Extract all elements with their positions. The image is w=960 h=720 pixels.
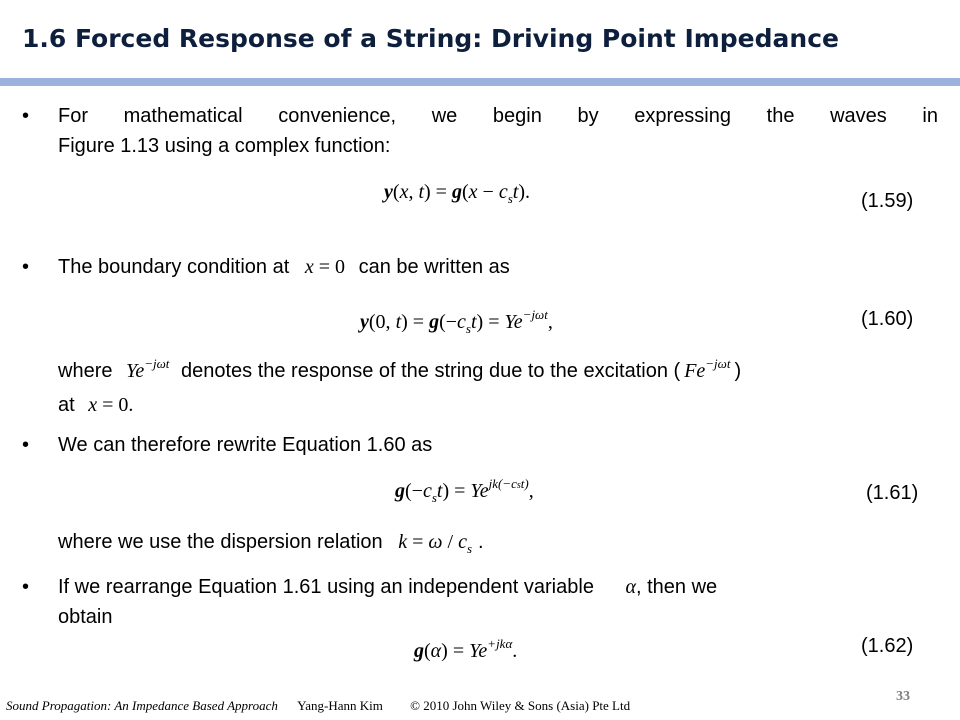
bullet-4-marker: •: [22, 576, 30, 598]
footer-copyright: © 2010 John Wiley & Sons (Asia) Pte Ltd: [410, 698, 631, 713]
where-line-1: [58, 356, 741, 388]
bullet-3-marker: •: [22, 434, 30, 456]
bullet-2-line: [58, 252, 510, 282]
inline-math-x-equals-0-period: x = 0.: [88, 394, 134, 416]
equation-1-62-number: (1.62): [861, 635, 914, 657]
inline-math-dispersion-relation: $k = \omega / c_s$: [398, 531, 473, 556]
slide-title: 1.6 Forced Response of a String: Driving Point Impedance: [22, 24, 839, 53]
bullet-4-line-1: [58, 572, 938, 602]
bullet-1-marker: •: [22, 105, 30, 127]
equation-1-60-number: (1.60): [861, 308, 914, 330]
where-line-2: [58, 390, 133, 420]
bullet-4-text-a: If we rearrange Equation 1.61 using an independent variable: [58, 576, 594, 598]
bullet-2-text-pre: The boundary condition at: [58, 256, 290, 278]
bullet-4-text-b: , then we: [636, 576, 718, 598]
equation-1-61: $g(-c_st) = Ye^{jk(-cst)}$,: [395, 476, 534, 505]
equation-1-60: y(0, $t) = g(-c_st) = Ye^{-j\omega t}$,: [360, 307, 553, 336]
title-divider: [0, 78, 960, 86]
equation-1-59-number: (1.59): [861, 190, 914, 212]
footer: [6, 698, 630, 714]
where-1-word: where: [58, 360, 113, 382]
where-1-close-paren: ): [734, 360, 742, 382]
bullet-4-line-2: obtain: [58, 606, 113, 628]
equation-1-61-number: (1.61): [866, 482, 919, 504]
inline-math-x-equals-0: x = 0: [304, 256, 346, 278]
inline-math-Ye-jwt: $Ye^{-j\omega t}$: [126, 356, 170, 382]
bullet-1-line-1: For mathematical convenience, we begin by expressing the waves in: [58, 105, 938, 127]
bullet-1-line-2: Figure 1.13 using a complex function:: [58, 135, 391, 157]
where-1-text: denotes the response of the string due to the excitation (: [180, 360, 681, 382]
where-2-text: where we use the dispersion relation: [58, 531, 383, 553]
where-line-3: [58, 527, 484, 559]
inline-math-alpha: α: [625, 576, 636, 598]
footer-book-title: Sound Propagation: An Impedance Based Approach: [6, 698, 278, 713]
footer-author: Yang-Hann Kim: [297, 698, 383, 713]
inline-math-Fe-jwt: $Fe^{-j\omega t}$: [684, 356, 731, 382]
bullet-2-marker: •: [22, 256, 30, 278]
equation-1-59: y(x, $t) = g(x - c_st)$.: [384, 181, 530, 206]
equation-1-62: $g(\alpha) = Ye^{+jk\alpha}$.: [414, 636, 518, 662]
bullet-3-line: We can therefore rewrite Equation 1.60 as: [58, 434, 433, 456]
bullet-2-text-post: can be written as: [358, 256, 510, 278]
where-1-at: at: [58, 394, 75, 416]
where-2-period: .: [478, 531, 484, 553]
page-number: 33: [896, 689, 910, 704]
